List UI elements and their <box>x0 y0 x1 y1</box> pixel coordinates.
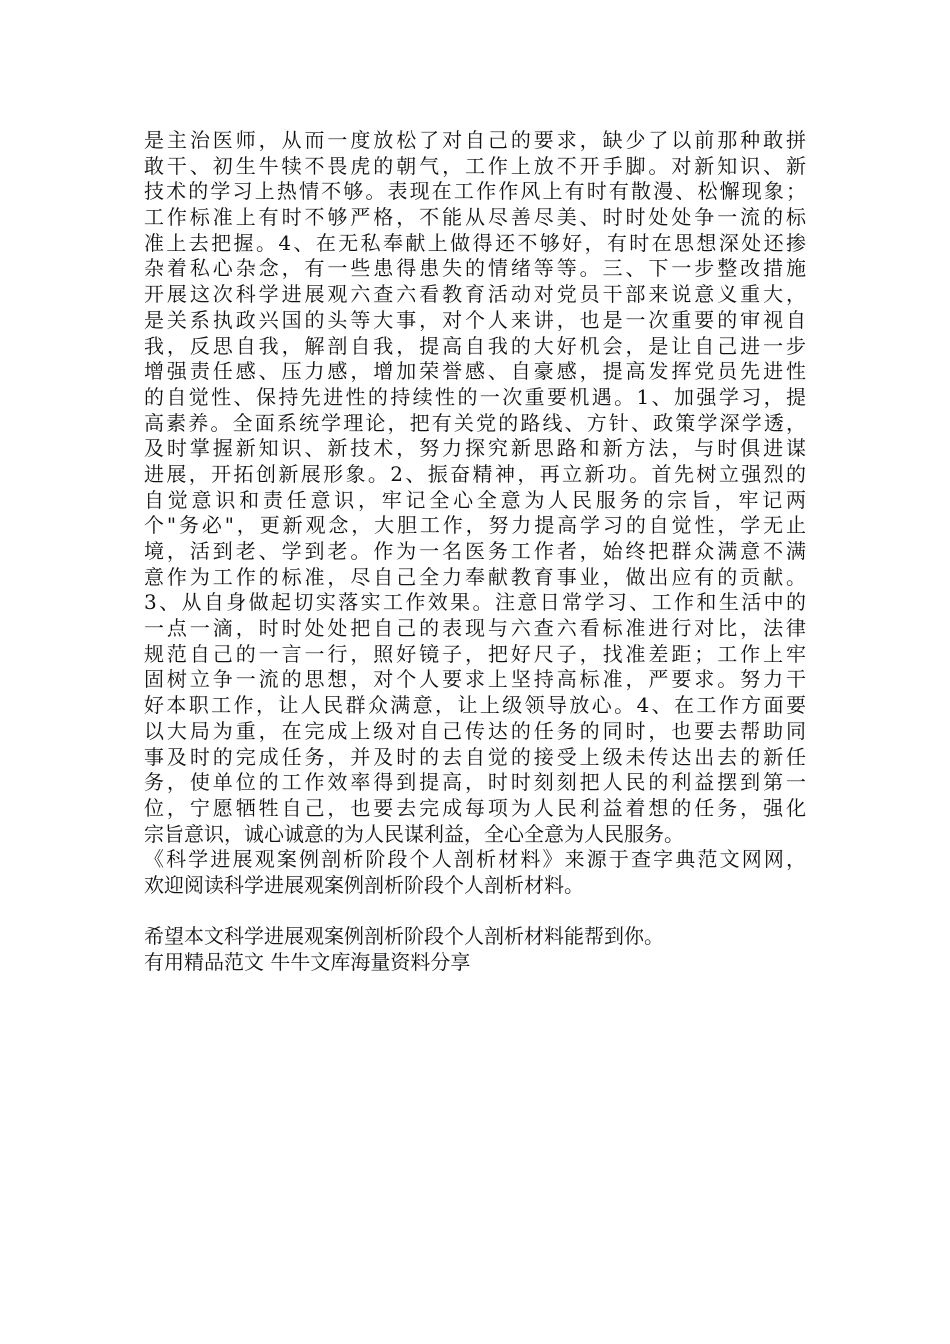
body-line: 技术的学习上热情不够。表现在工作作风上有时有散漫、松懈现象； <box>144 179 806 204</box>
footer-line: 有用精品范文 牛牛文库海量资料分享 <box>144 950 471 974</box>
body-line: 进展，开拓创新展形象。2、振奋精神，再立新功。首先树立强烈的 <box>144 461 806 486</box>
body-line: 准上去把握。4、在无私奉献上做得还不够好，有时在思想深处还掺 <box>144 230 806 255</box>
body-line: 个"务必"，更新观念，大胆工作，努力提高学习的自觉性，学无止 <box>144 513 806 538</box>
body-line: 工作标准上有时不够严格，不能从尽善尽美、时时处处争一流的标 <box>144 205 806 230</box>
paragraph-spacer <box>144 899 806 925</box>
body-line: 增强责任感、压力感，增加荣誉感、自豪感，提高发挥党员先进性 <box>144 359 806 384</box>
body-line: 意作为工作的标准，尽自己全力奉献教育事业，做出应有的贡献。 <box>144 564 806 589</box>
body-line: 敢干、初生牛犊不畏虎的朝气，工作上放不开手脚。对新知识、新 <box>144 153 806 178</box>
body-line: 是主治医师，从而一度放松了对自己的要求，缺少了以前那种敢拼 <box>144 128 806 152</box>
body-line: 自觉意识和责任意识，牢记全心全意为人民服务的宗旨，牢记两 <box>144 487 806 512</box>
body-line: 事及时的完成任务，并及时的去自觉的接受上级未传达出去的新任 <box>144 744 806 769</box>
body-line: 是关系执政兴国的头等大事，对个人来讲，也是一次重要的审视自 <box>144 307 806 332</box>
body-line: 的自觉性、保持先进性的持续性的一次重要机遇。1、加强学习，提 <box>144 384 806 409</box>
body-line: 以大局为重，在完成上级对自己传达的任务的同时，也要去帮助同 <box>144 718 806 743</box>
body-line: 开展这次科学进展观六查六看教育活动对党员干部来说意义重大， <box>144 282 806 307</box>
document-body <box>144 128 806 976</box>
body-line: 我，反思自我，解剖自我，提高自我的大好机会，是让自己进一步 <box>144 333 806 358</box>
closing-line: 希望本文科学进展观案例剖析阶段个人剖析材料能帮到你。 <box>144 924 664 949</box>
body-line: 3、从自身做起切实落实工作效果。注意日常学习、工作和生活中的 <box>144 590 806 615</box>
source-line: 欢迎阅读科学进展观案例剖析阶段个人剖析材料。 <box>144 872 584 897</box>
body-line: 宗旨意识，诚心诚意的为人民谋利益，全心全意为人民服务。 <box>144 821 684 846</box>
body-line: 固树立争一流的思想，对个人要求上坚持高标准，严要求。努力干 <box>144 667 806 692</box>
body-line: 好本职工作，让人民群众满意，让上级领导放心。4、在工作方面要 <box>144 693 806 718</box>
body-line: 及时掌握新知识、新技术，努力探究新思路和新方法，与时俱进谋 <box>144 436 806 461</box>
body-line: 位，宁愿牺牲自己，也要去完成每项为人民利益着想的任务，强化 <box>144 795 806 820</box>
body-line: 高素养。全面系统学理论，把有关党的路线、方针、政策学深学透， <box>144 410 806 435</box>
body-line: 务，使单位的工作效率得到提高，时时刻刻把人民的利益摆到第一 <box>144 770 806 795</box>
body-line: 规范自己的一言一行，照好镜子，把好尺子，找准差距；工作上牢 <box>144 641 806 666</box>
body-line: 杂着私心杂念，有一些患得患失的情绪等等。三、下一步整改措施 <box>144 256 806 281</box>
source-line: 《科学进展观案例剖析阶段个人剖析材料》来源于查字典范文网网， <box>144 847 806 872</box>
body-line: 一点一滴，时时处处把自己的表现与六查六看标准进行对比，法律 <box>144 616 806 641</box>
body-line: 境，活到老、学到老。作为一名医务工作者，始终把群众满意不满 <box>144 539 806 563</box>
